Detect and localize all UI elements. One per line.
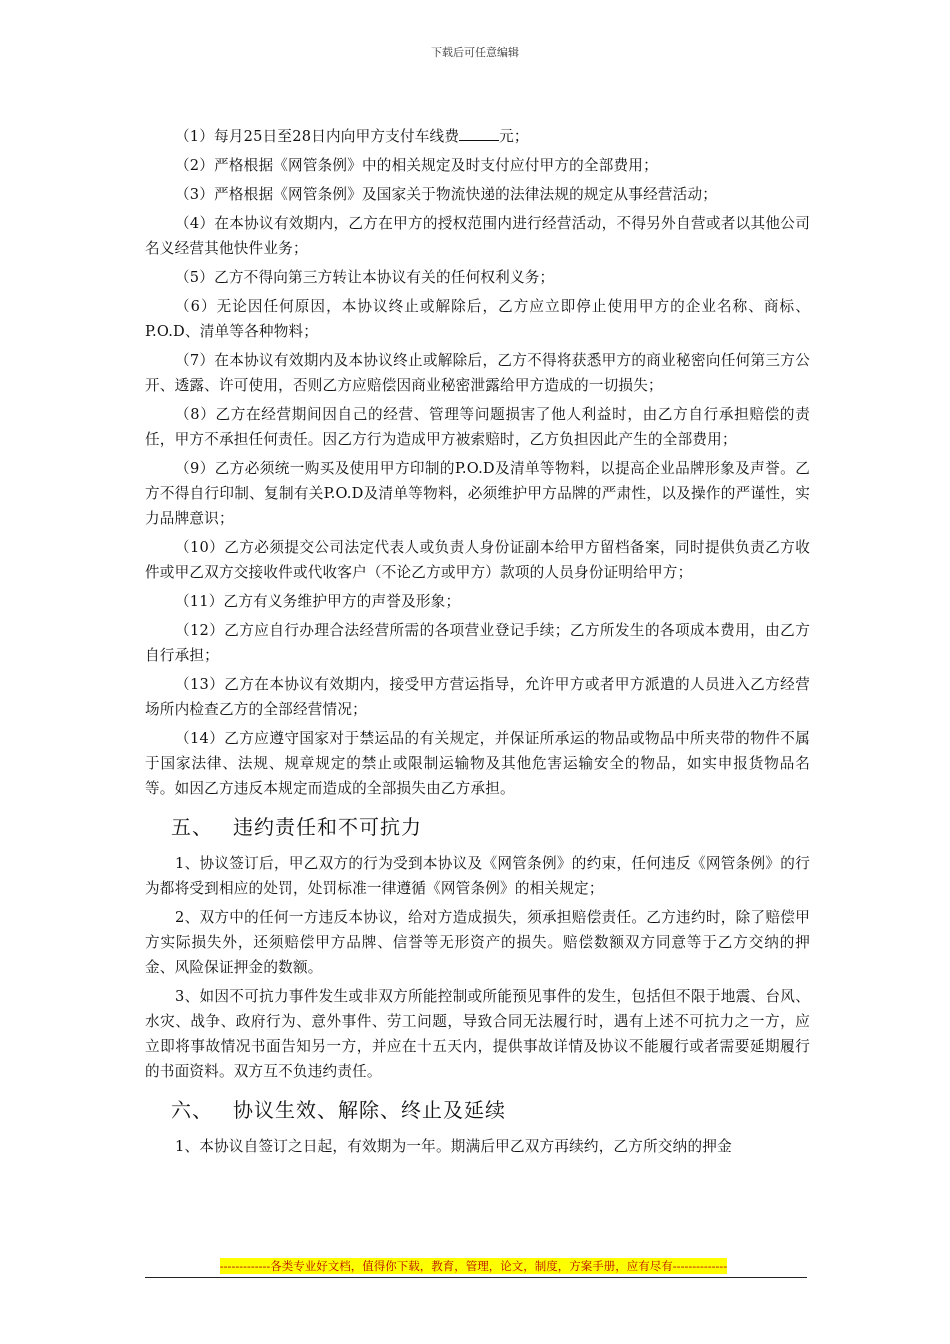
page-header: 下载后可任意编辑 [431, 46, 519, 59]
clause-3: （3）严格根据《网管条例》及国家关于物流快递的法律法规的规定从事经营活动； [175, 186, 718, 203]
clause-13: （13）乙方在本协议有效期内，接受甲方营运指导，允许甲方或者甲方派遣的人员进入乙方经营场所内检查乙方的全部经营情况； [145, 676, 810, 718]
clause-1: （1）每月25日至28日内向甲方支付车线费 元； [175, 128, 529, 145]
section-heading-5: 五、 违约责任和不可抗力 [171, 815, 422, 839]
clause-7: （7）在本协议有效期内及本协议终止或解除后，乙方不得将获悉甲方的商业秘密向任何第三方公开、透露、许可使用，否则乙方应赔偿因商业秘密泄露给甲方造成的一切损失； [145, 352, 810, 394]
page-footer-banner: -------------各类专业好文档，值得你下载，教育，管理，论文，制度，方案手册，应有尽有-------------- [219, 1259, 728, 1273]
footer-divider [145, 1277, 807, 1278]
section5-para-1: 1、协议签订后，甲乙双方的行为受到本协议及《网管条例》的约束，任何违反《网管条例》的行为都将受到相应的处罚，处罚标准一律遵循《网管条例》的相关规定； [145, 855, 810, 897]
section5-para-3: 3、如因不可抗力事件发生或非双方所能控制或所能预见事件的发生，包括但不限于地震、台风、水灾、战争、政府行为、意外事件、劳工问题，导致合同无法履行时，遇有上述不可抗力之一方，应立即将事故情况书面告知另一方，并应在十五天内，提供事故详情及协议不能履行或者需要延期履行的书面资料。双方互不负违约责任。 [145, 988, 810, 1080]
clause-8: （8）乙方在经营期间因自己的经营、管理等问题损害了他人利益时，由乙方自行承担赔偿的责任，甲方不承担任何责任。因乙方行为造成甲方被索赔时，乙方负担因此产生的全部费用； [145, 406, 810, 448]
clause-14: （14）乙方应遵守国家对于禁运品的有关规定，并保证所承运的物品或物品中所夹带的物件不属于国家法律、法规、规章规定的禁止或限制运输物及其他危害运输安全的物品，如实申报货物品名等。如因乙方违反本规定而造成的全部损失由乙方承担。 [145, 730, 810, 797]
clause-12: （12）乙方应自行办理合法经营所需的各项营业登记手续；乙方所发生的各项成本费用，由乙方自行承担； [145, 622, 810, 664]
section6-para-1: 1、本协议自签订之日起，有效期为一年。期满后甲乙双方再续约，乙方所交纳的押金 [175, 1138, 732, 1155]
clause-4: （4）在本协议有效期内，乙方在甲方的授权范围内进行经营活动，不得另外自营或者以其他公司名义经营其他快件业务； [145, 215, 810, 257]
clause-6: （6）无论因任何原因，本协议终止或解除后，乙方应立即停止使用甲方的企业名称、商标、P.O.D、清单等各种物料； [145, 298, 810, 340]
document-body [145, 124, 810, 1163]
clause-10: （10）乙方必须提交公司法定代表人或负责人身份证副本给甲方留档备案，同时提供负责乙方收件或甲乙双方交接收件或代收客户（不论乙方或甲方）款项的人员身份证明给甲方； [145, 539, 810, 581]
section5-para-2: 2、双方中的任何一方违反本协议，给对方造成损失，须承担赔偿责任。乙方违约时，除了赔偿甲方实际损失外，还须赔偿甲方品牌、信誉等无形资产的损失。赔偿数额双方同意等于乙方交纳的押金、风险保证押金的数额。 [145, 909, 810, 976]
clause-9: （9）乙方必须统一购买及使用甲方印制的P.O.D及清单等物料，以提高企业品牌形象及声誉。乙方不得自行印制、复制有关P.O.D及清单等物料，必须维护甲方品牌的严肃性，以及操作的严谨性，实力品牌意识； [145, 460, 810, 527]
clause-2: （2）严格根据《网管条例》中的相关规定及时支付应付甲方的全部费用； [175, 157, 658, 174]
blank-underline [459, 126, 499, 141]
clause-11: （11）乙方有义务维护甲方的声誉及形象； [175, 593, 461, 610]
clause-5: （5）乙方不得向第三方转让本协议有关的任何权利义务； [175, 269, 555, 286]
section-heading-6: 六、 协议生效、解除、终止及延续 [171, 1098, 506, 1122]
